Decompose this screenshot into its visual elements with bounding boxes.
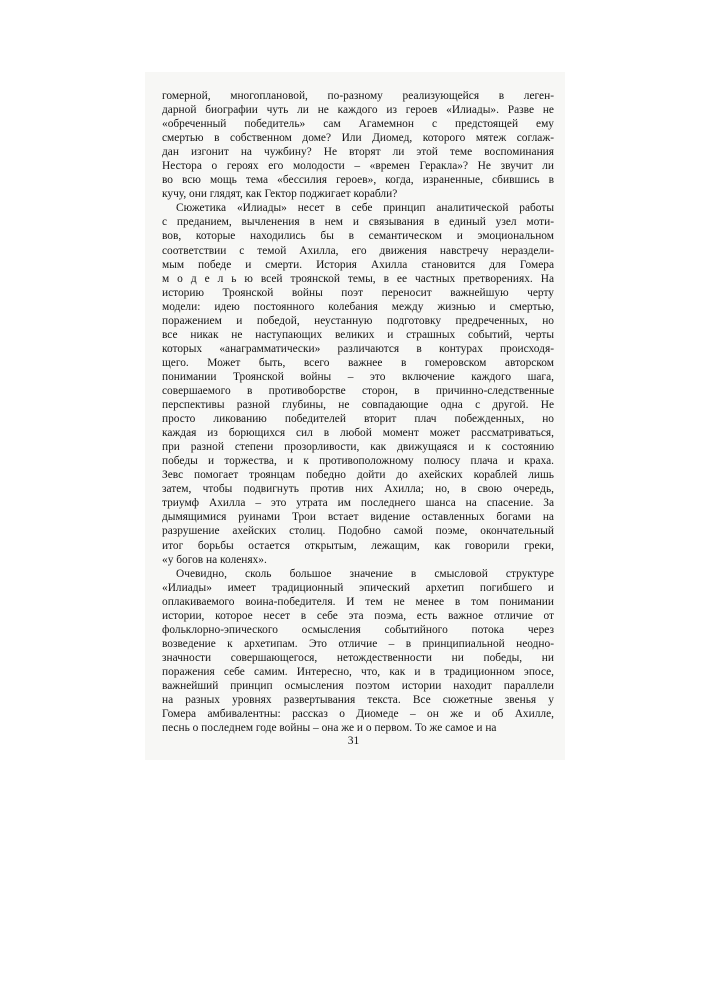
- paragraph-1: [162, 89, 554, 201]
- text-line: значности совершающегося, нетождественности ни победы, ни: [162, 651, 554, 664]
- text-line: дымящимися руинами Трои встает видение оставленных богами на: [162, 511, 554, 524]
- text-line: понимании Троянской войны – это включение каждого шага,: [162, 370, 554, 383]
- text-line: триумф Ахилла – это утрата им последнего шанса на спасение. За: [162, 497, 554, 510]
- text-line: каждая из борющихся сил в любой момент может рассматриваться,: [162, 427, 554, 440]
- text-line: совершаемого в противоборстве сторон, в причинно-следственные: [162, 384, 554, 397]
- text-line: важнейший принцип осмысления поэтом истории находит параллели: [162, 679, 554, 692]
- text-line: затем, чтобы подвигнуть против них Ахилла; но, в свою очередь,: [162, 483, 554, 496]
- text-line: все никак не наступающих великих и страшных событий, черты: [162, 328, 554, 341]
- text-line: с преданием, вычленения в нем и связывания в единый узел моти-: [162, 216, 554, 229]
- text-line: Гомера амбивалентны: рассказ о Диомеде – он же и об Ахилле,: [162, 708, 554, 721]
- text-line: щего. Может быть, всего важнее в гомеровском авторском: [162, 356, 554, 369]
- text-line: вов, которые находились бы в семантическом и эмоциональном: [162, 230, 554, 243]
- text-line: дан изгонит на чужбину? Не вторят ли этой теме воспоминания: [162, 146, 554, 159]
- text-line: при разной степени прозорливости, как движущаяся и к состоянию: [162, 441, 554, 454]
- text-line: истории, которое несет в себе эта поэма, есть важное отличие от: [162, 609, 554, 622]
- text-line: песнь о последнем годе войны – она же и о первом. То же самое и на: [162, 722, 497, 735]
- text-line: соответствии с темой Ахилла, его движения навстречу нераздели-: [162, 244, 554, 257]
- text-line: Сюжетика «Илиады» несет в себе принцип аналитической работы: [176, 202, 554, 215]
- paragraph-3: [162, 567, 554, 736]
- text-line: которых «анаграмматически» различаются в контурах происходя-: [162, 342, 554, 355]
- text-line: кучу, они глядят, как Гектор поджигает корабли?: [162, 188, 398, 201]
- text-line: дарной биографии чуть ли не каждого из героев «Илиады». Разве не: [162, 104, 554, 117]
- text-line: Зевс помогает троянцам победно дойти до ахейских кораблей лишь: [162, 469, 554, 482]
- text-line: на разных уровнях развертывания текста. Все сюжетные звенья у: [162, 694, 554, 707]
- text-line: фольклорно-эпического осмысления событийного потока через: [162, 623, 554, 636]
- text-line: мым победе и смерти. История Ахилла становится для Гомера: [162, 258, 554, 271]
- text-line: Нестора о героях его молодости – «времен Геракла»? Не звучит ли: [162, 160, 554, 173]
- text-line: просто ликованию победителей вторит плач побежденных, но: [162, 413, 554, 426]
- text-line: поражения себе самим. Интересно, что, как и в традиционном эпосе,: [162, 665, 554, 678]
- text-line: Очевидно, сколь большое значение в смысловой структуре: [176, 567, 554, 580]
- text-line: оплакиваемого воина-победителя. И тем не менее в том понимании: [162, 595, 554, 608]
- text-line: во всю мощь тема «бессилия героев», когда, израненные, сбившись в: [162, 174, 554, 187]
- paragraph-2: [162, 201, 554, 566]
- text-line: историю Троянской войны поэт переносит важнейшую черту: [162, 286, 554, 299]
- text-line: итог борьбы остается открытым, лежащим, как говорили греки,: [162, 539, 554, 552]
- text-line: «Илиады» имеет традиционный эпический архетип погибшего и: [162, 581, 554, 594]
- text-line: перспективы разной глубины, не совпадающие одна с другой. Не: [162, 399, 554, 412]
- text-line: «у богов на коленях».: [162, 553, 267, 566]
- page-number: 31: [347, 735, 360, 747]
- text-line: возведение к архетипам. Это отличие – в принципиальной неодно-: [162, 637, 554, 650]
- text-line: модели: идею постоянного колебания между жизнью и смертью,: [162, 300, 554, 313]
- text-line: м о д е л ь ю всей троянской темы, в ее частных претворениях. На: [162, 272, 554, 285]
- text-line: поражением и победой, неустанную подготовку предреченных, но: [162, 314, 554, 327]
- text-line: смертью в собственном доме? Или Диомед, которого мятеж соглаж-: [162, 132, 554, 145]
- text-line: разрушение ахейских столиц. Подобно самой поэме, окончательный: [162, 525, 554, 538]
- text-line: победы и торжества, и к противоположному полюсу плача и краха.: [162, 455, 554, 468]
- text-line: «обреченный победитель» сам Агамемнон с предстоящей ему: [162, 118, 554, 131]
- text-line: гомерной, многоплановой, по-разному реализующейся в леген-: [162, 90, 554, 102]
- body-text: [162, 89, 554, 735]
